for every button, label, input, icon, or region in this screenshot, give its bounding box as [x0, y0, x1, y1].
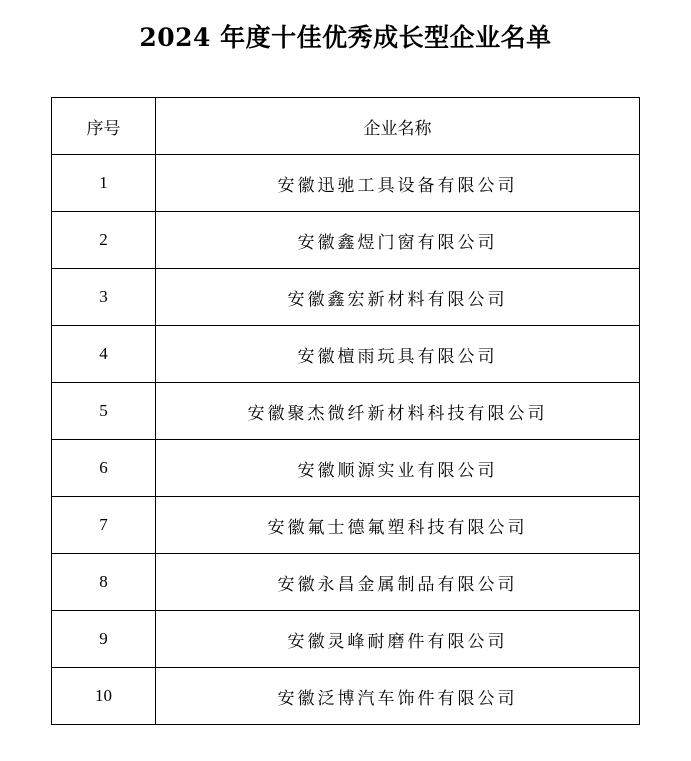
table-row	[52, 668, 640, 725]
row-index: 5	[52, 383, 156, 440]
header-index: 序号	[52, 98, 156, 155]
page-title: 2024 年度十佳优秀成长型企业名单	[139, 23, 552, 52]
row-index: 3	[52, 269, 156, 326]
row-company-name: 安徽氟士德氟塑科技有限公司	[156, 497, 640, 554]
row-index: 2	[52, 212, 156, 269]
company-list-table	[51, 97, 640, 725]
table-row	[52, 155, 640, 212]
row-index: 6	[52, 440, 156, 497]
row-index: 10	[52, 668, 156, 725]
header-company-name: 企业名称	[156, 98, 640, 155]
row-company-name: 安徽永昌金属制品有限公司	[156, 554, 640, 611]
row-company-name: 安徽灵峰耐磨件有限公司	[156, 611, 640, 668]
row-company-name: 安徽聚杰微纤新材料科技有限公司	[156, 383, 640, 440]
table-row	[52, 440, 640, 497]
row-company-name: 安徽鑫煜门窗有限公司	[156, 212, 640, 269]
row-index: 4	[52, 326, 156, 383]
table-row	[52, 383, 640, 440]
table-row	[52, 611, 640, 668]
row-company-name: 安徽檀雨玩具有限公司	[156, 326, 640, 383]
row-company-name: 安徽鑫宏新材料有限公司	[156, 269, 640, 326]
table-row	[52, 326, 640, 383]
row-index: 8	[52, 554, 156, 611]
row-company-name: 安徽顺源实业有限公司	[156, 440, 640, 497]
table-row	[52, 554, 640, 611]
table-header-row	[52, 98, 640, 155]
row-index: 7	[52, 497, 156, 554]
table-row	[52, 269, 640, 326]
row-company-name: 安徽泛博汽车饰件有限公司	[156, 668, 640, 725]
row-index: 9	[52, 611, 156, 668]
table-row	[52, 497, 640, 554]
row-company-name: 安徽迅驰工具设备有限公司	[156, 155, 640, 212]
table-row	[52, 212, 640, 269]
row-index: 1	[52, 155, 156, 212]
